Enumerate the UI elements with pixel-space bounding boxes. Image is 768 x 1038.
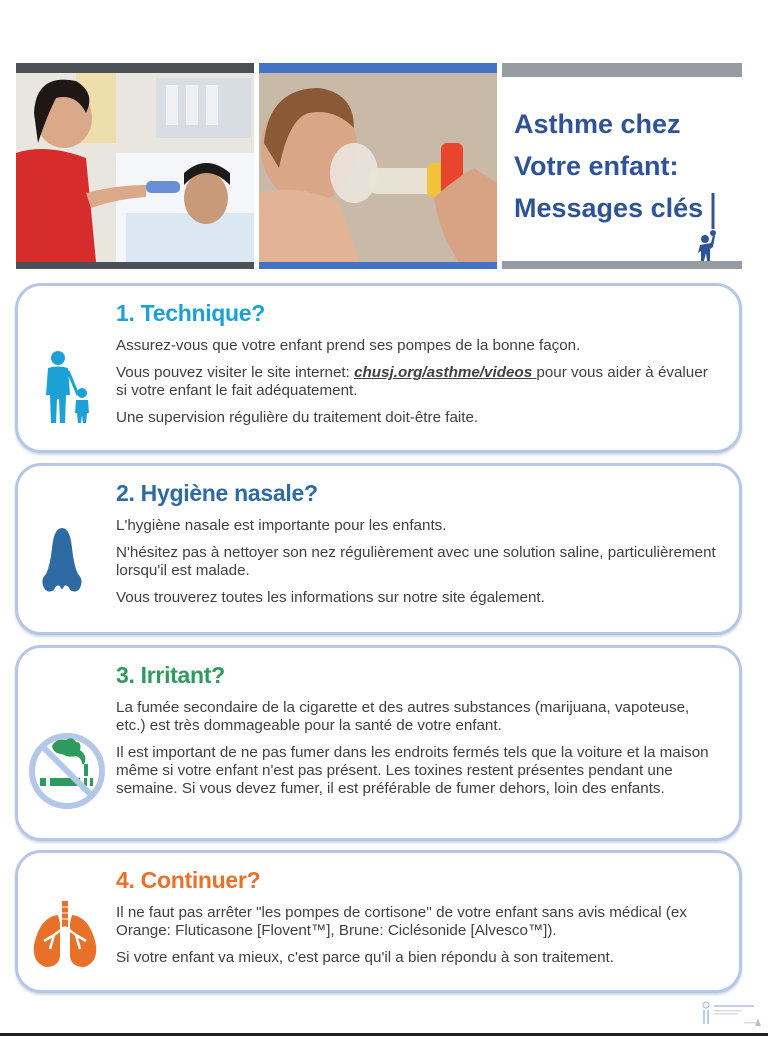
section-paragraph: Une supervision régulière du traitement doit-être faite. <box>116 409 479 426</box>
videos-link[interactable]: chusj.org/asthme/videos <box>354 364 537 381</box>
section-title: 3. Irritant? <box>116 662 225 688</box>
lungs-icon <box>32 901 98 974</box>
title-panel <box>502 63 742 269</box>
link-outro-text: pour vous aider à évaluer si votre enfant le fait adéquatement. <box>116 364 708 399</box>
section-paragraph: Si votre enfant va mieux, c'est parce qu'il a bien répondu à son traitement. <box>116 949 614 966</box>
section-paragraph: Assurez-vous que votre enfant prend ses pompes de la bonne façon. <box>116 337 581 354</box>
section-irritant <box>15 645 742 841</box>
nose-icon <box>42 528 82 599</box>
photo-scene <box>259 73 497 262</box>
section-paragraph: Il est important de ne pas fumer dans les endroits fermés tels que la voiture et la maison même si votre enfant n'est pas présent. Les toxines restent présentes pendant une semaine. Si vous devez fumer, il est préférable de fumer dehors, loin des enfants. <box>116 744 709 797</box>
section-content <box>116 662 721 807</box>
page-title <box>514 103 703 229</box>
section-paragraph: Vous trouverez toutes les informations sur notre site également. <box>116 589 545 606</box>
section-paragraph: La fumée secondaire de la cigarette et des autres substances (marijuana, vapoteuse, etc.) est très dommageable pour la santé de votre enfant. <box>116 699 690 734</box>
section-title: 4. Continuer? <box>116 867 261 893</box>
nurse-child-illustration <box>16 73 254 262</box>
photo-bar-top <box>16 63 254 73</box>
no-smoking-icon <box>28 728 106 819</box>
section-title: 2. Hygiène nasale? <box>116 480 318 506</box>
section-paragraph: L'hygiène nasale est importante pour les enfants. <box>116 517 447 534</box>
header-banner <box>16 63 742 269</box>
section-hygiene-nasale <box>15 463 742 635</box>
title-line-1: Asthme chez <box>514 109 681 139</box>
section-paragraph: N'hésitez pas à nettoyer son nez régulièrement avec une solution saline, particulièrement lorsqu'il est malade. <box>116 544 716 579</box>
photo-scene <box>16 73 254 262</box>
title-bar-top <box>502 63 742 77</box>
title-line-2: Votre enfant: <box>514 151 679 181</box>
section-continuer <box>15 850 742 993</box>
title-line-3: Messages clés <box>514 193 704 223</box>
child-inhaler-illustration <box>259 73 497 262</box>
child-balloon-icon <box>697 193 723 266</box>
chusj-logo <box>700 1000 764 1030</box>
title-bar-bottom <box>502 261 742 269</box>
photo-nurse-child <box>16 63 254 269</box>
parent-child-icon <box>42 351 92 428</box>
link-intro-text: Vous pouvez visiter le site internet: <box>116 364 355 381</box>
section-paragraph: Il ne faut pas arrêter "les pompes de cortisone'' de votre enfant sans avis médical (ex Orange: Fluticasone [Flovent™], Brune: Ciclésonide [Alvesco™]). <box>116 904 687 939</box>
section-content <box>116 867 721 976</box>
section-paragraph-link <box>116 364 721 400</box>
photo-bar-bottom <box>259 262 497 269</box>
bottom-rule <box>0 1033 768 1036</box>
photo-child-inhaler <box>259 63 497 269</box>
section-technique <box>15 283 742 453</box>
photo-bar-bottom <box>16 262 254 269</box>
photo-bar-top <box>259 63 497 73</box>
section-content <box>116 300 721 436</box>
section-content <box>116 480 721 616</box>
section-title: 1. Technique? <box>116 300 266 326</box>
